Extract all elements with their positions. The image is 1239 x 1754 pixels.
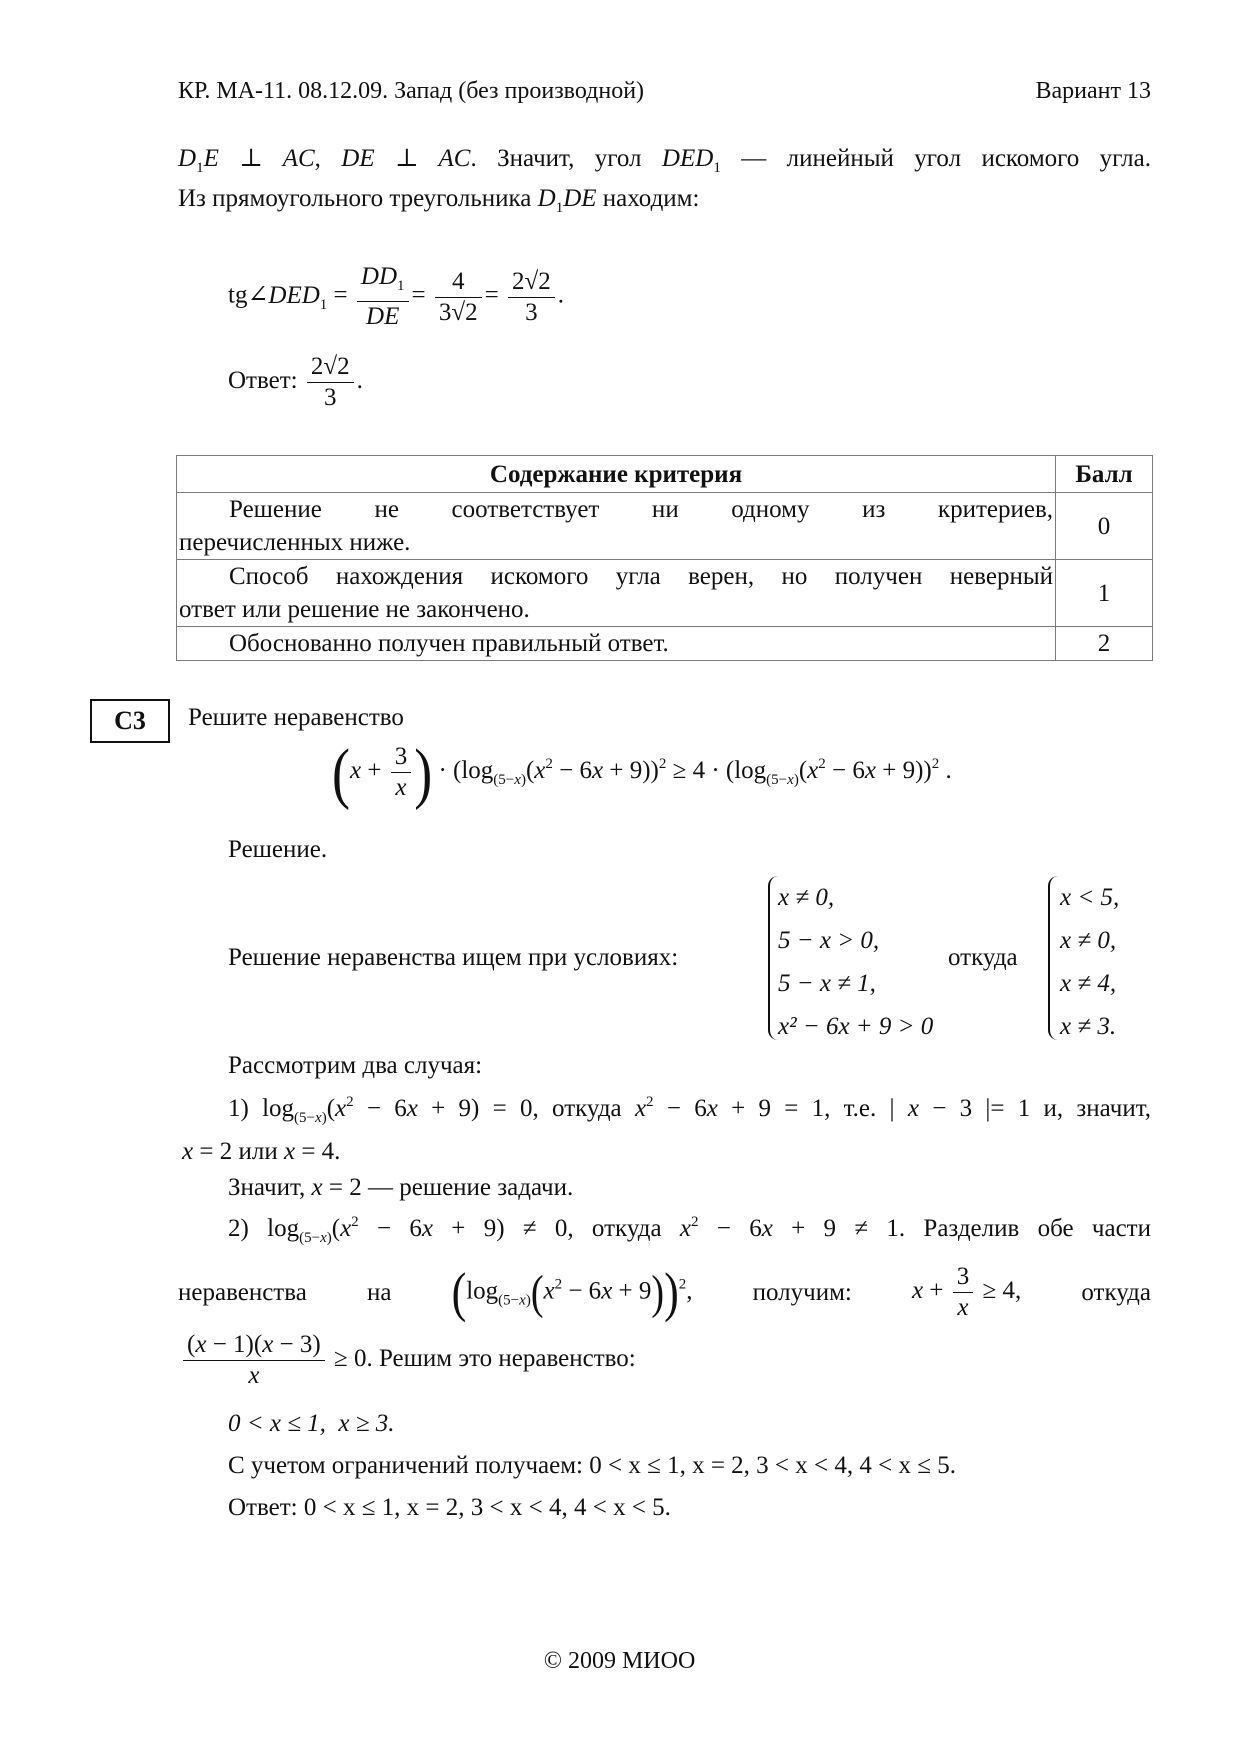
case-1-conclusion: Значит, x = 2 — решение задачи. [228, 1174, 574, 1201]
interval-result: 0 < x ≤ 1, x ≥ 3. [228, 1410, 395, 1437]
criteria-table [176, 455, 1153, 661]
intro-line-2: Из прямоугольного треугольника $D_1DE$ находим: [178, 185, 700, 216]
solution-label: Решение. [228, 836, 328, 863]
tangent-formula: $tg\angle DED_1$ = $\frac{DD_1}{DE}$ = $\frac{4}{3√2}$ = $\frac{2√2}{3}$ . [228, 263, 564, 330]
main-inequality: (x + $\frac{3}{x}$ ) · $(\log_{(5-x)}(x^2 - 6x + 9))^2 \ge 4 \cdot (\log_{(5-x)}(x^2 - 6x + 9))^2$ . [332, 735, 952, 810]
answer-2: Ответ: 0 < x ≤ 1, x = 2, 3 < x < 4, 4 < x < 5. [228, 1494, 671, 1521]
case-2-line-1: 2) $\log_{(5-x)}(x^2 - 6x + 9) \ne 0$, откуда $x^2 - 6x + 9 \ne 1$. Разделив обе части [228, 1214, 1151, 1246]
task-label-c3: С3 [90, 699, 170, 743]
whence-label: откуда [948, 944, 1018, 971]
criterion-text: Решение не соответствует ни одному из критериев, [229, 496, 1053, 523]
conditions-text: Решение неравенства ищем при условиях: [228, 944, 679, 971]
header-title: КР. МА-11. 08.12.09. Запад (без производной) [178, 78, 645, 104]
right-brace [1048, 876, 1060, 1040]
answer-1: Ответ: $\frac{2√2}{3}$ . [228, 353, 363, 411]
score-cell: 0 [1056, 493, 1153, 560]
rational-inequality: $\frac{(x - 1)(x - 3)}{x}$ ≥ 0. Решим это неравенство: [180, 1330, 636, 1391]
criteria-header: Содержание критерия [177, 456, 1056, 493]
task-statement: Решите неравенство [188, 704, 404, 731]
criterion-text: Способ нахождения искомого угла верен, но получен неверный [229, 563, 1053, 590]
restrictions-line: С учетом ограничений получаем: 0 < x ≤ 1, x = 2, 3 < x < 4, 4 < x ≤ 5. [228, 1452, 956, 1479]
footer-copyright: © 2009 МИОО [543, 1648, 696, 1674]
score-cell: 2 [1056, 627, 1153, 661]
conditions-left: x ≠ 0, 5 − x > 0, 5 − x ≠ 1, x² − 6x + 9 > 0 [778, 884, 934, 1040]
criterion-text: Обоснованно получен правильный ответ. [229, 630, 669, 657]
criterion-text-cont: ответ или решение не закончено. [179, 596, 530, 623]
criterion-text-cont: перечисленных ниже. [179, 529, 411, 556]
two-cases: Рассмотрим два случая: [228, 1052, 483, 1079]
score-header: Балл [1056, 456, 1153, 493]
case-2-line-2: неравенства на $(\log_{(5-x)}(x^2 - 6x + 9))^2$, получим: x + $\frac{3}{x}$ ≥ 4, откуда [178, 1261, 1151, 1323]
table-row [177, 560, 1153, 627]
variant-label: Вариант 13 [1035, 78, 1151, 104]
case-1-line-2: x = 2 или x = 4. [182, 1138, 341, 1165]
table-row [177, 493, 1153, 560]
intro-line-1: $D_1E$ ⊥ AC, DE ⊥ AC. Значит, угол $DED_1$ — линейный угол искомого угла. [178, 145, 1151, 176]
score-cell: 1 [1056, 560, 1153, 627]
table-row [177, 627, 1153, 661]
case-1-line-1: 1) $\log_{(5-x)}(x^2 - 6x + 9) = 0$, откуда $x^2 - 6x + 9 = 1$, т.е. | x − 3 |= 1 и, значит, [228, 1094, 1151, 1126]
conditions-right: x < 5, x ≠ 0, x ≠ 4, x ≠ 3. [1060, 884, 1120, 1040]
